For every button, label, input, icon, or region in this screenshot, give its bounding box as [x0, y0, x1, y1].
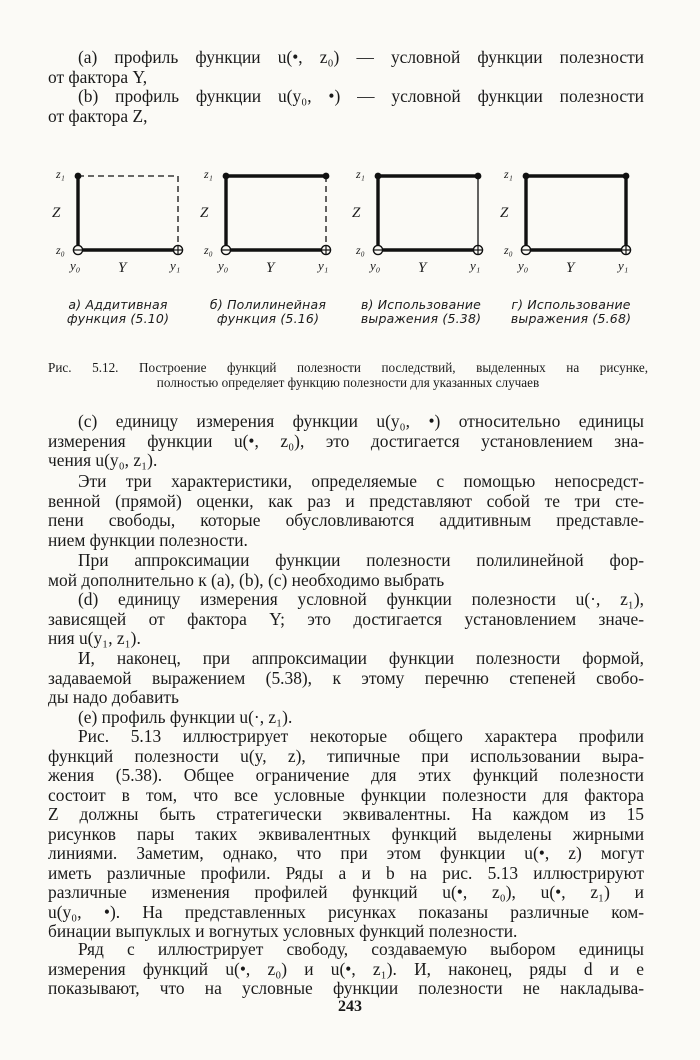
text-line: (b) профиль функции u(y₀, •) — условной функции полезности [78, 86, 644, 106]
text-line: показывают, что на условные функции полезности не накладыва- [48, 978, 644, 998]
caption-line: Рис. 5.12. Построение функций полезности последствий, выделенных на рисунке, [48, 360, 648, 375]
label-y0: y₀ [70, 258, 81, 273]
text-line: (e) профиль функции u(·, z₁). [78, 707, 293, 727]
text-line: Ряд c иллюстрирует свободу, создаваемую выбором единицы [78, 939, 644, 959]
text-line: ния u(y₁, z₁). [48, 628, 141, 648]
point-y0-z1 [523, 173, 530, 180]
point-y0-z1 [375, 173, 382, 180]
text-line: задаваемой выражением (5.38), к этому перечню степеней свобо- [48, 667, 644, 688]
panel-label-b: б) Полилинейная функция (5.16) [209, 297, 327, 326]
label-y1: y₁ [618, 258, 629, 273]
text-line: (c) единицу измерения функции u(y₀, •) относительно единицы [78, 411, 644, 431]
item-b [48, 87, 644, 126]
text-line: рисунков пары таких эквивалентных функций выделены жирными [48, 823, 644, 844]
figure-diagrams [48, 150, 652, 290]
caption-line: полностью определяет функцию полезности для указанных случаев [156, 375, 540, 390]
text-line: Рис. 5.13 иллюстрирует некоторые общего характера профили [78, 726, 644, 746]
paragraph [48, 727, 644, 942]
panel-label-d: г) Использование выражения (5.68) [510, 297, 632, 326]
label-y1: y₁ [470, 258, 481, 273]
text-line: линиями. Заметим, однако, что при этом функции u(•, z) могут [48, 843, 644, 863]
text-line: ды надо добавить [48, 687, 179, 707]
text-line: от фактора Y, [48, 66, 148, 87]
label-y0: y₀ [518, 258, 529, 273]
text-line: жения (5.38). Общее ограничение для этих функций полезности [48, 765, 644, 785]
text-line: (a) профиль функции u(•, z₀) — условной функции полезности [78, 47, 644, 67]
text-line: (d) единицу измерения условной функции полезности u(·, z₁), [78, 589, 644, 609]
text-line: функций полезности u(y, z), типичные при использовании выра- [48, 745, 644, 766]
label-y1: y₁ [318, 258, 329, 273]
panel-label-a: а) Аддитивная функция (5.10) [66, 297, 170, 326]
text-line: чения u(y₀, z₁). [48, 450, 158, 470]
paragraph [48, 472, 644, 550]
panel-label-c: в) Использование выражения (5.38) [360, 297, 482, 326]
label-Y: Y [266, 260, 275, 276]
label-z0: z₀ [504, 243, 513, 257]
text-line: И, наконец, при аппроксимации функции полезности формой, [78, 648, 644, 668]
page-number: 243 [338, 998, 362, 1015]
label-Z: Z [500, 205, 509, 221]
text-line: зависящей от фактора Y; это достигается установлением значе- [48, 608, 644, 629]
label-y1: y₁ [170, 258, 181, 273]
figure-caption [48, 360, 648, 390]
text-line: измерения функций u(•, z₀) и u(•, z₁). И, наконец, ряды d и e [48, 958, 644, 979]
text-line: пени свободы, которые обусловливаются аддитивным представле- [48, 510, 644, 530]
label-z0: z₀ [356, 243, 365, 257]
label-Z: Z [52, 205, 61, 221]
point-y1-z1 [323, 173, 330, 180]
text-line: Z должны быть стратегически эквивалентны. На каждом из 15 [48, 804, 644, 824]
paragraph [48, 551, 644, 590]
item-d [48, 590, 644, 649]
text-line: При аппроксимации функции полезности полилинейной фор- [78, 550, 644, 570]
text-line: от фактора Z, [48, 105, 148, 126]
label-z0: z₀ [56, 243, 65, 257]
text-line: измерения функции u(•, z₀), это достигается установлением зна- [48, 430, 644, 451]
text-line: состоит в том, что все условные функции полезности для фактора [48, 784, 644, 805]
label-z1: z₁ [204, 167, 213, 181]
text-line: нием функции полезности. [48, 529, 248, 550]
item-c [48, 412, 644, 471]
text-line: Эти три характеристики, определяемые с помощью непосредст- [78, 471, 644, 491]
label-Y: Y [418, 260, 427, 276]
text-line: бинации выпуклых и вогнутых условных функций полезности. [48, 921, 518, 941]
point-y1-z1 [475, 173, 482, 180]
text-line: иметь различные профили. Ряды a и b на рис. 5.13 иллюстрируют [48, 862, 644, 883]
point-y0-z1 [223, 173, 230, 180]
point-y1-z1 [623, 173, 630, 180]
label-z1: z₁ [504, 167, 513, 181]
label-y0: y₀ [370, 258, 381, 273]
paragraph [48, 649, 644, 708]
label-z1: z₁ [56, 167, 65, 181]
label-Y: Y [566, 260, 575, 276]
label-Y: Y [118, 260, 127, 276]
label-z1: z₁ [356, 167, 365, 181]
label-Z: Z [200, 205, 209, 221]
figure-5-12 [48, 150, 652, 350]
label-z0: z₀ [204, 243, 213, 257]
paragraph [48, 940, 644, 999]
text-line: различные изменения профилей функций u(•, z₀), u(•, z₁) и [48, 882, 644, 902]
item-a [48, 48, 644, 87]
text-line: мой дополнительно к (a), (b), (c) необходимо выбрать [48, 569, 445, 590]
item-e [48, 708, 644, 728]
label-Z: Z [352, 205, 361, 221]
text-line: u(y₀, •). На представленных рисунках показаны различные ком- [48, 901, 644, 922]
label-y0: y₀ [218, 258, 229, 273]
text-line: венной (прямой) оценки, как раз и представляют собой те три сте- [48, 490, 644, 511]
point-y0-z1 [75, 173, 82, 180]
